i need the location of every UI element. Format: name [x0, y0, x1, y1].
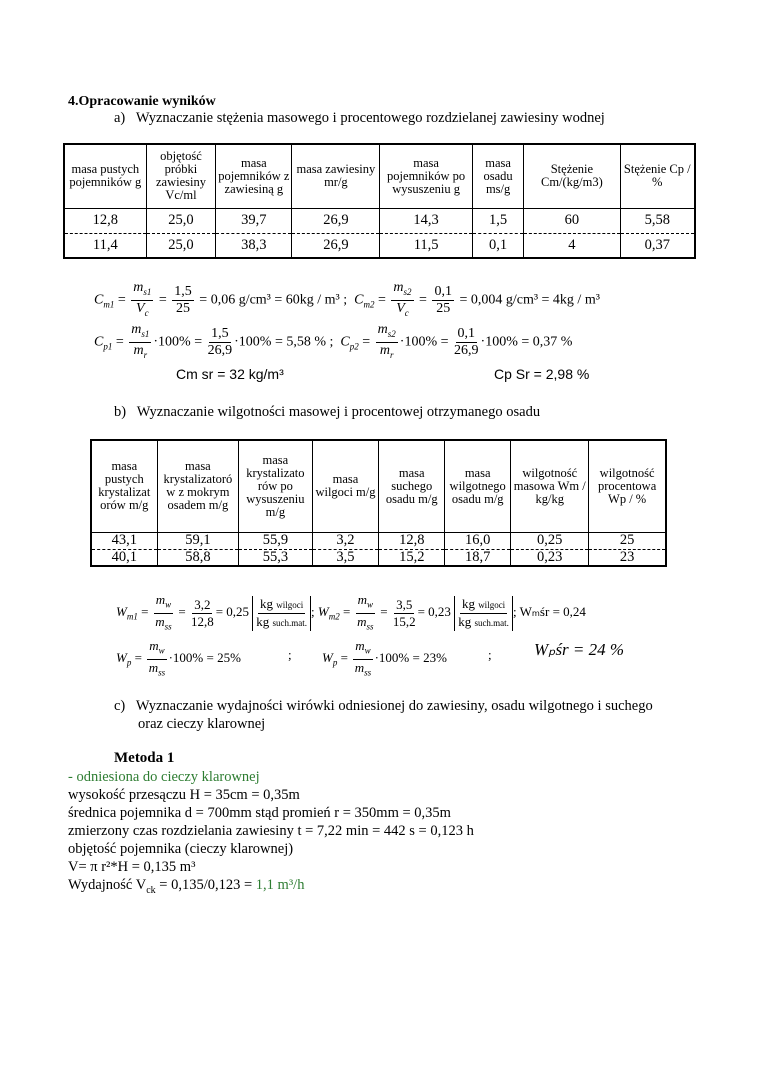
t1-cell: 4 [524, 233, 620, 258]
t1-header-col2: objętość próbki zawiesiny Vc/ml [146, 144, 216, 208]
t2-cell: 12,8 [379, 532, 445, 549]
t2-cell: 16,0 [445, 532, 511, 549]
t2-cell: 18,7 [445, 549, 511, 566]
subsection-c-title-cont: oraz cieczy klarownej [138, 716, 266, 732]
t2-cell: 58,8 [157, 549, 239, 566]
equation-cm: $C_{m1}$ = $\frac{m_{s1}}{V_c}$ = $\frac{1,5}{25}$ = 0,06 g/cm³ = 60kg / m³ ; $C_{m2}$ = $\frac{m_{s2}}{V_c}$ = $\frac{0,1}{25}$ = 0,004 g/cm³ = 4kg / m³ [94, 280, 600, 318]
t2-header-col1: masa pustych krystalizat orów m/g [91, 440, 157, 532]
t1-cell: 60 [524, 208, 620, 233]
t2-header-col4: masa wilgoci m/g [312, 440, 379, 532]
t1-cell: 25,0 [146, 233, 216, 258]
t1-cell: 12,8 [64, 208, 146, 233]
t1-cell: 1,5 [472, 208, 523, 233]
equation-wm: $W_{m1}$ = $\frac{m_w}{m_{ss}}$ = $\frac{3,2}{12,8}$ = 0,25 $\frac{\text{kg wilgoci}}{\text{kg such.mat.}}$ ; $W_{m2}$ = $\frac{m_w}{m_{ss}}$ = $\frac{3,5}{15,2}$ = 0,23 $\frac{\text{kg wilgoci}}{\text{kg such.mat.}}$ ; Wₘśr = 0,24 [116, 592, 586, 632]
subsection-c-title: c) Wyznaczanie wydajności wirówki odniesionej do zawiesiny, osadu wilgotnego i suchego [114, 698, 653, 714]
t2-cell: 3,2 [312, 532, 379, 549]
t2-cell: 55,9 [239, 532, 312, 549]
capacity-formula: Wydajność $V_{ck} = 0,135/0,123 = 1,1$ m³/h [68, 877, 305, 896]
t2-cell: 59,1 [157, 532, 239, 549]
t1-header-col5: masa pojemników po wysuszeniu g [380, 144, 473, 208]
t1-cell: 26,9 [292, 233, 380, 258]
t2-cell: 3,5 [312, 549, 379, 566]
t2-header-col5: masa suchego osadu m/g [379, 440, 445, 532]
section-title: 4.Opracowanie wyników [68, 94, 216, 109]
t2-cell: 0,23 [511, 549, 589, 566]
t1-header-col3: masa pojemników z zawiesiną g [216, 144, 292, 208]
t1-cell: 25,0 [146, 208, 216, 233]
t2-cell: 15,2 [379, 549, 445, 566]
table-row [91, 532, 666, 549]
t1-cell: 11,5 [380, 233, 473, 258]
wp-average: Wₚśr = 24 % [534, 640, 625, 659]
t1-header-col1: masa pustych pojemników g [64, 144, 146, 208]
t2-header-col6: masa wilgotnego osadu m/g [445, 440, 511, 532]
t2-cell: 23 [589, 549, 666, 566]
t1-cell: 39,7 [216, 208, 292, 233]
concentration-table [63, 143, 696, 259]
t2-header-col7: wilgotność masowa Wm / kg/kg [511, 440, 589, 532]
clarified-liquid-note: - odniesiona do cieczy klarownej [68, 769, 260, 785]
t1-cell: 0,1 [472, 233, 523, 258]
subsection-b-title: b) Wyznaczanie wilgotności masowej i procentowej otrzymanego osadu [114, 404, 541, 420]
subsection-a-title: a) Wyznaczanie stężenia masowego i procentowego rozdzielanej zawiesiny wodnej [114, 110, 605, 126]
t1-cell: 26,9 [292, 208, 380, 233]
t1-cell: 14,3 [380, 208, 473, 233]
t1-cell: 38,3 [216, 233, 292, 258]
semicolon: ; [288, 647, 292, 662]
cp-average: Cp Sr = 2,98 % [494, 366, 590, 382]
moisture-table [90, 439, 667, 567]
t2-header-col2: masa krystalizatoró w z mokrym osadem m/g [157, 440, 239, 532]
t2-cell: 25 [589, 532, 666, 549]
t2-header-col3: masa krystalizato rów po wysuszeniu m/g [239, 440, 312, 532]
method-body [68, 768, 748, 900]
container-volume-label: objętość pojemnika (cieczy klarownej) [68, 841, 294, 857]
volume-formula: V= π r²*H = 0,135 m³ [68, 859, 196, 875]
semicolon: ; [488, 647, 492, 662]
t1-cell: 11,4 [64, 233, 146, 258]
table-row [64, 233, 695, 258]
t1-cell: 5,58 [620, 208, 695, 233]
t2-cell: 0,25 [511, 532, 589, 549]
t1-header-col7: Stężenie Cm/(kg/m3) [524, 144, 620, 208]
t2-cell: 43,1 [91, 532, 157, 549]
t2-cell: 40,1 [91, 549, 157, 566]
t1-header-col6: masa osadu ms/g [472, 144, 523, 208]
table-row [64, 208, 695, 233]
equation-cp: $C_{p1}$ = $\frac{m_{s1}}{m_r}$ ·100% = $\frac{1,5}{26,9}$ ·100% = 5,58 % ; $C_{p2}$ = $\frac{m_{s2}}{m_r}$ ·100% = $\frac{0,1}{26,9}$ ·100% = 0,37 % [94, 322, 573, 360]
cm-average: Cm sr = 32 kg/m³ [176, 366, 284, 382]
filtrate-height: wysokość przesączu H = 35cm = 0,35m [68, 787, 300, 803]
t1-header-col4: masa zawiesiny mr/g [292, 144, 380, 208]
t1-header-col8: Stężenie Cp / % [620, 144, 695, 208]
table-row [91, 549, 666, 566]
t2-header-col8: wilgotność procentowa Wp / % [589, 440, 666, 532]
container-diameter: średnica pojemnika d = 700mm stąd promień r = 350mm = 0,35m [68, 805, 451, 821]
method-heading: Metoda 1 [114, 750, 175, 766]
equation-wp: $W_p$ = $\frac{m_w}{m_{ss}}$ ·100% = 25% [116, 638, 241, 678]
separation-time: zmierzony czas rozdzielania zawiesiny t = 7,22 min = 442 s = 0,123 h [68, 823, 474, 839]
equation-wp2: $W_p$ = $\frac{m_w}{m_{ss}}$ ·100% = 23% [322, 638, 447, 678]
t1-cell: 0,37 [620, 233, 695, 258]
t2-cell: 55,3 [239, 549, 312, 566]
